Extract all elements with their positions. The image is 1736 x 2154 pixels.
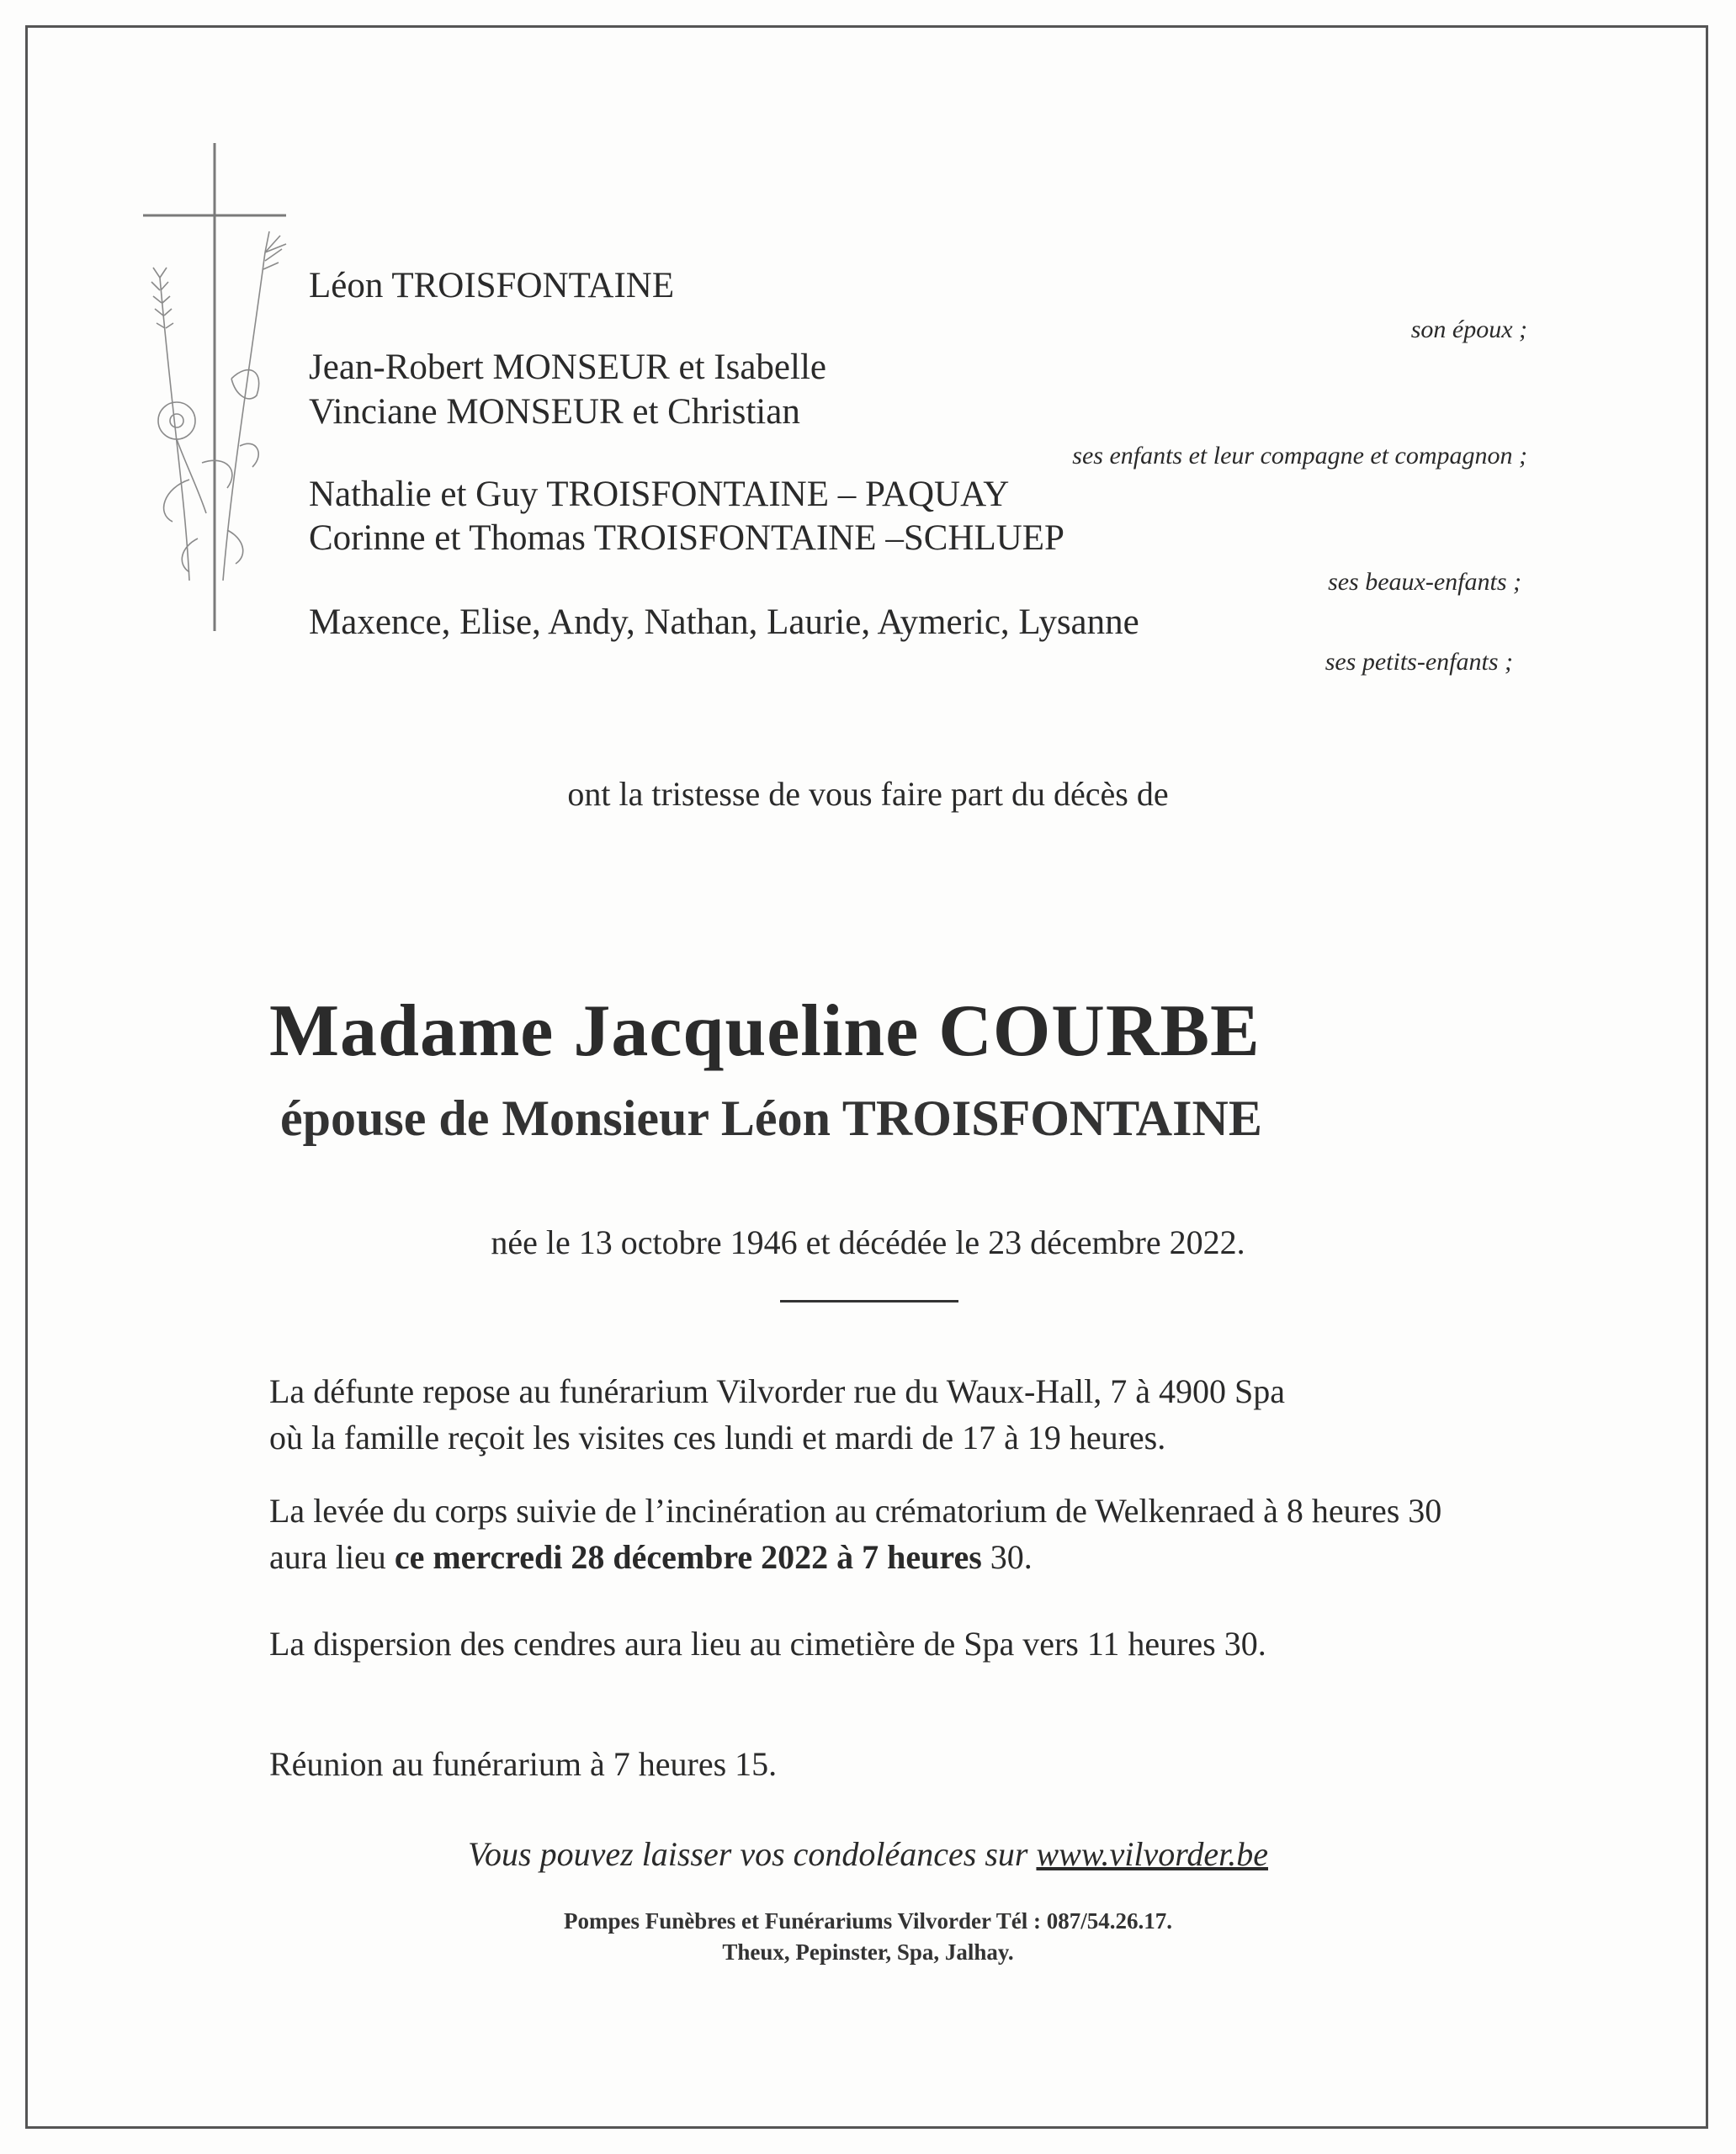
family-name-line: Corinne et Thomas TROISFONTAINE –SCHLUEP: [309, 518, 1064, 558]
dispersion-line: La dispersion des cendres aura lieu au cimetière de Spa vers 11 heures 30.: [269, 1625, 1266, 1663]
condolences-text: Vous pouvez laisser vos condoléances sur: [468, 1835, 1037, 1873]
family-role: son époux ;: [1410, 316, 1527, 343]
condolences-link[interactable]: www.vilvorder.be: [1036, 1835, 1268, 1873]
birth-death-dates: née le 13 octobre 1946 et décédée le 23 décembre 2022.: [491, 1223, 1245, 1261]
family-role: ses enfants et leur compagne et compagnon ;: [1072, 442, 1527, 470]
cross-with-wheat-and-flower-icon: [139, 143, 299, 639]
levee-line: La levée du corps suivie de l’incinération au crématorium de Welkenraed à 8 heures 30: [269, 1492, 1442, 1530]
levee-suffix: 30.: [981, 1538, 1033, 1576]
family-role: ses petits-enfants ;: [1325, 648, 1513, 676]
family-name-line: Léon TROISFONTAINE: [309, 266, 675, 305]
deceased-name: Madame Jacqueline COURBE: [269, 990, 1261, 1072]
family-name-line: Maxence, Elise, Andy, Nathan, Laurie, Aymeric, Lysanne: [309, 602, 1139, 642]
funeral-home-locations: Theux, Pepinster, Spa, Jalhay.: [722, 1939, 1014, 1965]
levee-line: [269, 1537, 1033, 1577]
announcement-text: ont la tristesse de vous faire part du décès de: [567, 775, 1169, 813]
levee-prefix: aura lieu: [269, 1538, 395, 1576]
repose-line: où la famille reçoit les visites ces lundi et mardi de 17 à 19 heures.: [269, 1419, 1166, 1456]
family-name-line: Nathalie et Guy TROISFONTAINE – PAQUAY: [309, 475, 1010, 514]
family-role: ses beaux-enfants ;: [1328, 568, 1521, 596]
repose-line: La défunte repose au funérarium Vilvorder rue du Waux-Hall, 7 à 4900 Spa: [269, 1372, 1285, 1410]
levee-date-bold: ce mercredi 28 décembre 2022 à 7 heures: [394, 1538, 982, 1576]
family-name-line: Vinciane MONSEUR et Christian: [309, 392, 800, 432]
spouse-line: épouse de Monsieur Léon TROISFONTAINE: [280, 1090, 1262, 1146]
reunion-line: Réunion au funérarium à 7 heures 15.: [269, 1745, 778, 1783]
funeral-home-line: Pompes Funèbres et Funérariums Vilvorder Tél : 087/54.26.17.: [564, 1908, 1172, 1934]
condolences-line: [0, 1834, 1736, 1874]
family-name-line: Jean-Robert MONSEUR et Isabelle: [309, 348, 826, 387]
divider: [780, 1300, 958, 1302]
